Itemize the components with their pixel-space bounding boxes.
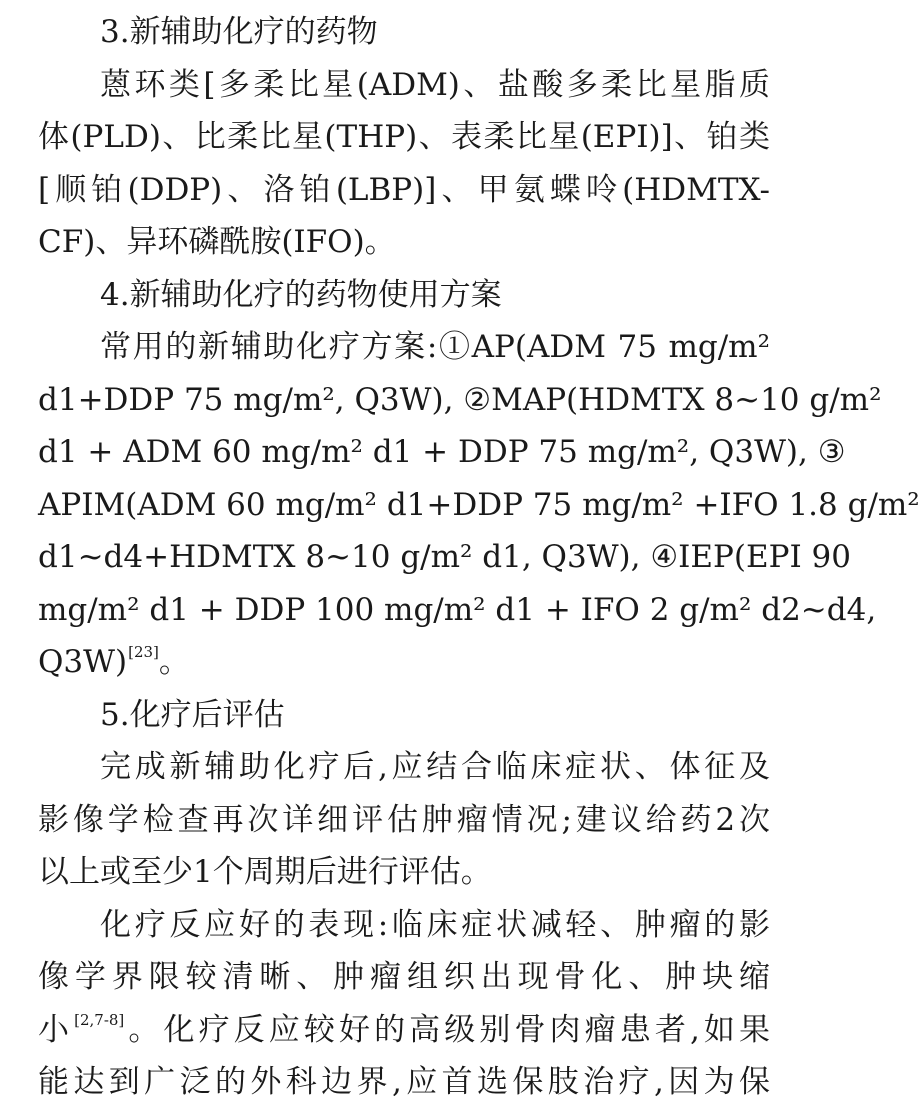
section-heading: 4.新辅助化疗的药物使用方案 [100,276,502,313]
text-line: d1 + ADM 60 mg/m² d1 + DDP 75 mg/m², Q3W), ③ [38,434,846,470]
citation-ref: [23] [128,643,159,661]
text-line: 像学界限较清晰、肿瘤组织出现骨化、肿块缩 [38,959,770,995]
text-span: 。化疗反应较好的高级别骨肉瘤患者,如果 [124,1011,771,1048]
text-line: 以上或至少1个周期后进行评估。 [38,854,492,890]
text-line: CF)、异环磷酰胺(IFO)。 [38,224,396,260]
text-line: d1~d4+HDMTX 8~10 g/m² d1, Q3W), ④IEP(EPI 90 [38,539,852,575]
text-line: d1+DDP 75 mg/m², Q3W), ②MAP(HDMTX 8~10 g/m² [38,381,882,418]
text-line: 体(PLD)、比柔比星(THP)、表柔比星(EPI)]、铂类 [38,119,770,155]
text-line: [顺铂(DDP)、洛铂(LBP)]、甲氨蝶呤(HDMTX- [38,171,770,208]
text-span: 小 [38,1011,74,1048]
citation-ref: [2,7-8] [74,1010,125,1029]
text-line: mg/m² d1 + DDP 100 mg/m² d1 + IFO 2 g/m² d2~d4, [38,591,877,628]
text-line [38,1004,770,1057]
text-line: 完成新辅助化疗后,应结合临床症状、体征及 [100,749,770,785]
text-line [38,636,770,689]
text-line: 影像学检查再次详细评估肿瘤情况;建议给药2次 [38,801,770,838]
text-line: APIM(ADM 60 mg/m² d1+DDP 75 mg/m² +IFO 1.8 g/m² [38,486,920,523]
text-span: Q3W) [38,644,128,680]
text-span: 。 [158,644,190,680]
text-line: 化疗反应好的表现:临床症状减轻、肿瘤的影 [100,906,770,943]
text-line: 常用的新辅助化疗方案:①AP(ADM 75 mg/m² [100,329,770,365]
section-heading: 3.新辅助化疗的药物 [100,14,378,50]
text-line: 能达到广泛的外科边界,应首选保肢治疗,因为保 [38,1064,770,1100]
section-heading: 5.化疗后评估 [100,696,285,733]
text-line: 蒽环类[多柔比星(ADM)、盐酸多柔比星脂质 [100,66,770,103]
